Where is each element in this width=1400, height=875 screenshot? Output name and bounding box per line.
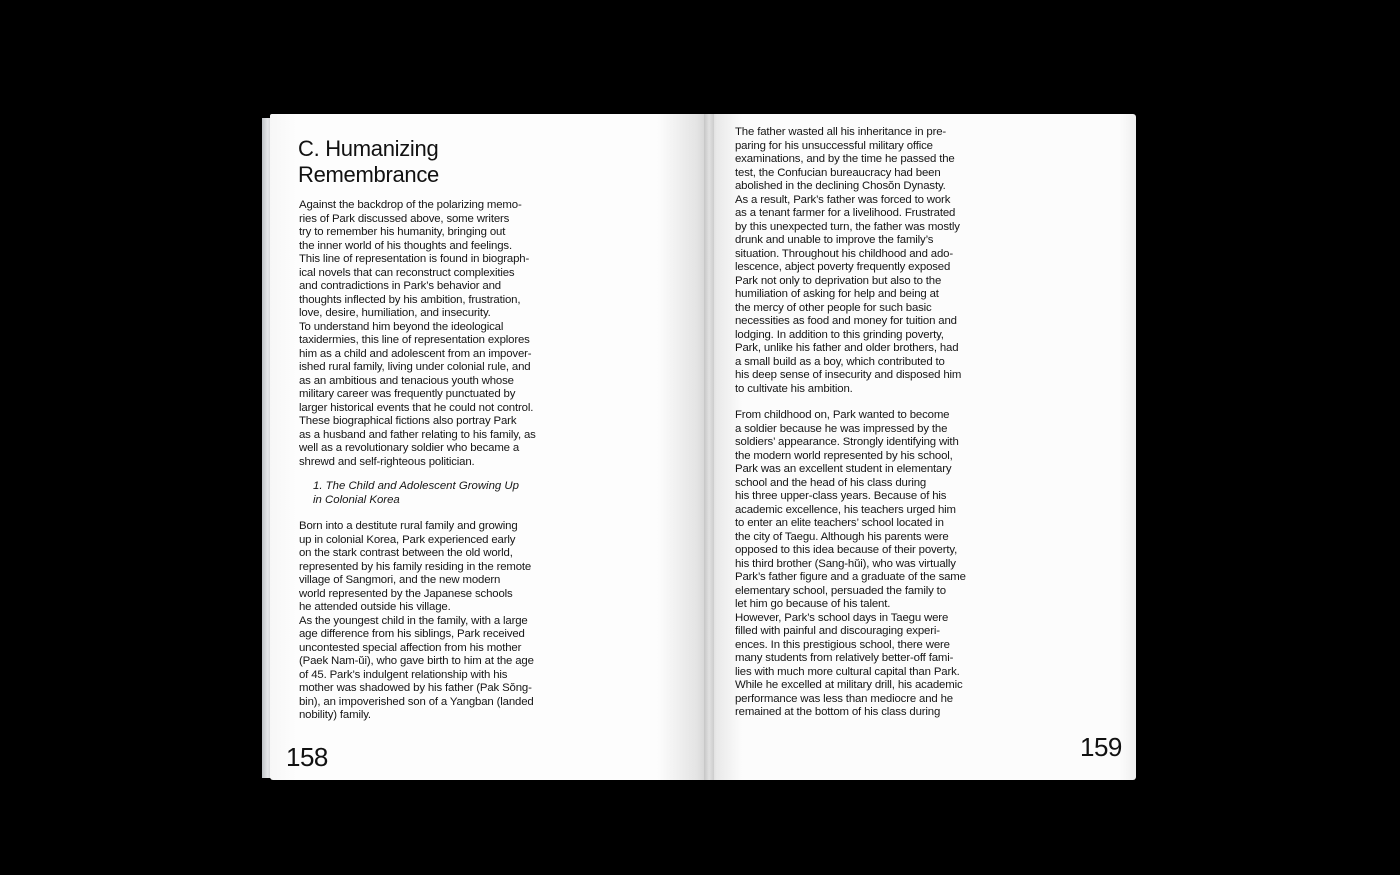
left-paragraph-2: Born into a destitute rural family and growing up in colonial Korea, Park experienced early on the stark contrast between the old world, represented by his family residing in the remote village of Sangmori, and the new modern world represented by the Japanese schools he attended outside his village. As the youngest child in the family, with a large age difference from his siblings, Park received uncontested special affection from his mother (Paek Nam-ŭi), who gave birth to him at the age of 45. Park’s indulgent relationship with his mother was shadowed by his father (Pak Sŏng- bin), an impoverished son of a Yangban (landed nobility) family.	[299, 520, 534, 721]
book-spine	[704, 114, 714, 780]
section-title: C. Humanizing Remembrance	[298, 136, 439, 187]
subheading: 1. The Child and Adolescent Growing Up in Colonial Korea	[313, 480, 519, 506]
page-number-left: 158	[286, 742, 328, 772]
page-number-right: 159	[1080, 732, 1122, 762]
right-paragraph-1: The father wasted all his inheritance in pre- paring for his unsuccessful military office examinations, and by the time he passed the test, the Confucian bureaucracy had been abolished in the declining Chosŏn Dynasty. As a result, Park’s father was forced to work as a tenant farmer for a livelihood. Frustrated by this unexpected turn, the father was mostly drunk and unable to improve the family’s situation. Throughout his childhood and ado- lescence, abject poverty frequently exposed Park not only to deprivation but also to the humiliation of asking for help and being at the mercy of other people for such basic necessities as food and money for tuition and lodging. In addition to this grinding poverty, Park, unlike his father and older brothers, had a small build as a boy, which contributed to his deep sense of insecurity and disposed him to cultivate his ambition.	[735, 126, 962, 395]
right-paragraph-2: From childhood on, Park wanted to become a soldier because he was impressed by the soldiers’ appearance. Strongly identifying with the modern world represented by his school, Park was an excellent student in elementary school and the head of his class during his three upper-class years. Because of his academic excellence, his teachers urged him to enter an elite teachers’ school located in the city of Taegu. Although his parents were opposed to this idea because of their poverty, his third brother (Sang-hŭi), who was virtually Park’s father figure and a graduate of the same elementary school, persuaded the family to let him go because of his talent. However, Park’s school days in Taegu were filled with painful and discouraging experi- ences. In this prestigious school, there were many students from relatively better-off fami- lies with much more cultural capital than Park. While he excelled at military drill, his academic performance was less than mediocre and he remained at the bottom of his class during	[735, 409, 966, 718]
left-paragraph-1: Against the backdrop of the polarizing memo- ries of Park discussed above, some writers try to remember his humanity, bringing out the inner world of his thoughts and feelings. This line of representation is found in biograph- ical novels that can reconstruct complexities and contradictions in Park’s behavior and thoughts inflected by his ambition, frustration, love, desire, humiliation, and insecurity. To understand him beyond the ideological taxidermies, this line of representation explores him as a child and adolescent from an impover- ished rural family, living under colonial rule, and as an ambitious and tenacious youth whose military career was frequently punctuated by larger historical events that he could not control. These biographical fictions also portray Park as a husband and father relating to his family, as well as a revolutionary soldier who became a shrewd and self-righteous politician.	[299, 199, 536, 468]
